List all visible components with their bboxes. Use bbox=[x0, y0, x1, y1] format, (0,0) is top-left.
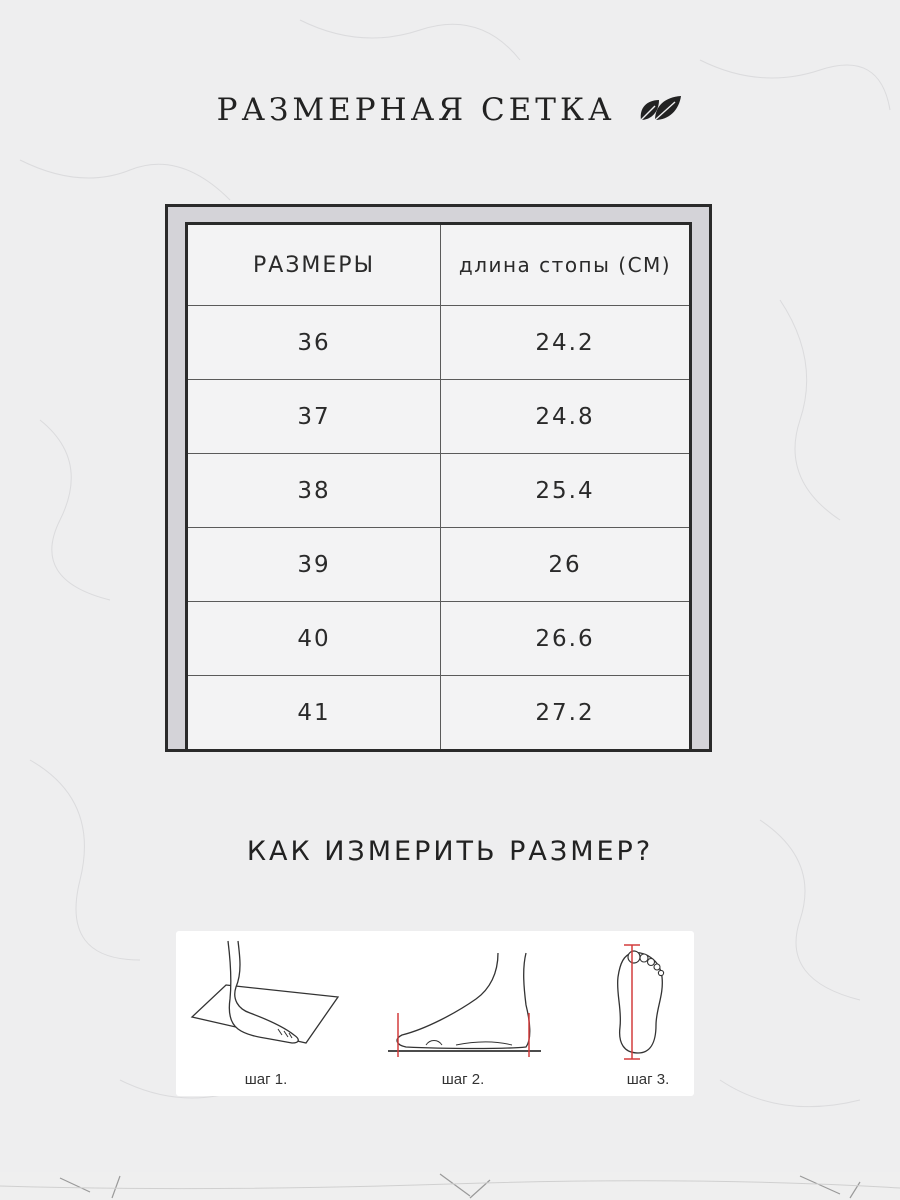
size-cell: 36 bbox=[187, 306, 441, 380]
foot-length-cell: 24.2 bbox=[441, 306, 691, 380]
measure-steps-card bbox=[176, 931, 694, 1096]
table-row bbox=[187, 306, 691, 380]
table-row bbox=[187, 380, 691, 454]
foot-sole-measure-icon bbox=[604, 943, 674, 1061]
foot-length-cell: 27.2 bbox=[441, 676, 691, 751]
size-cell: 40 bbox=[187, 602, 441, 676]
page-title bbox=[0, 92, 900, 128]
step-2-label: шаг 2. bbox=[441, 1071, 485, 1088]
size-cell: 39 bbox=[187, 528, 441, 602]
how-to-measure-title: КАК ИЗМЕРИТЬ РАЗМЕР? bbox=[246, 836, 654, 867]
size-cell: 38 bbox=[187, 454, 441, 528]
size-cell: 41 bbox=[187, 676, 441, 751]
size-table-header-row bbox=[187, 224, 691, 306]
foot-length-cell: 25.4 bbox=[441, 454, 691, 528]
size-table bbox=[185, 222, 692, 752]
step-1-label: шаг 1. bbox=[244, 1071, 288, 1088]
page-title-text: РАЗМЕРНАЯ СЕТКА bbox=[216, 92, 616, 128]
foot-on-paper-icon bbox=[188, 939, 348, 1049]
table-row bbox=[187, 454, 691, 528]
size-cell: 37 bbox=[187, 380, 441, 454]
foot-length-cell: 26.6 bbox=[441, 602, 691, 676]
foot-side-measure-icon bbox=[386, 949, 551, 1059]
column-header-foot-length: длина стопы (СМ) bbox=[441, 224, 691, 306]
table-row bbox=[187, 676, 691, 751]
table-row bbox=[187, 528, 691, 602]
step-3-label: шаг 3. bbox=[626, 1071, 670, 1088]
foot-length-cell: 26 bbox=[441, 528, 691, 602]
leaves-icon bbox=[637, 94, 683, 124]
column-header-size: РАЗМЕРЫ bbox=[187, 224, 441, 306]
bottom-texture-strip bbox=[0, 1172, 900, 1200]
table-row bbox=[187, 602, 691, 676]
foot-length-cell: 24.8 bbox=[441, 380, 691, 454]
